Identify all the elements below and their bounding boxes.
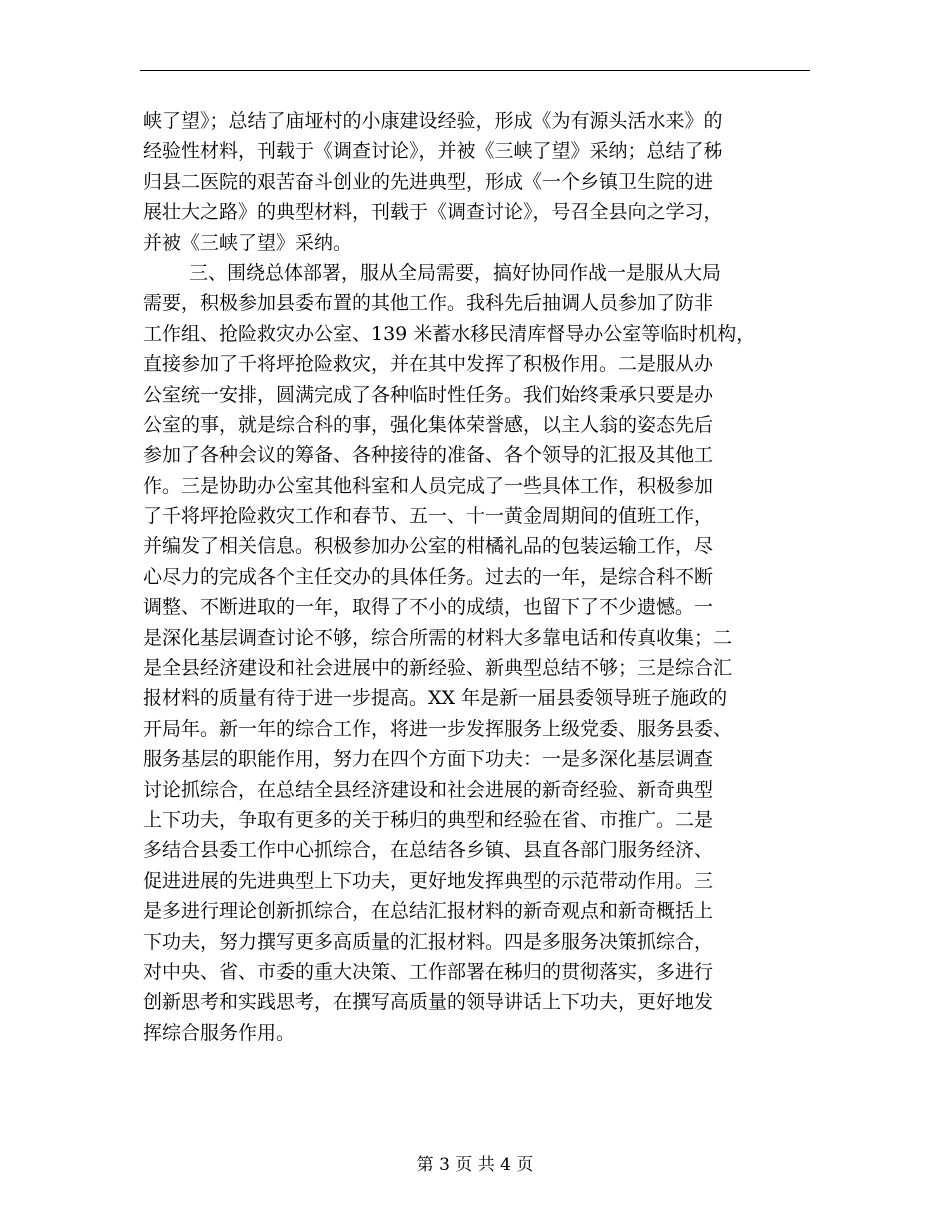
text-line: 报材料的质量有待于进一步提高。XX 年是新一届县委领导班子施政的 [143, 687, 728, 710]
text-line: 讨论抓综合，在总结全县经济建设和社会进展的新奇经验、新奇典型 [143, 778, 714, 801]
text-line: 是全县经济建设和社会进展中的新经验、新典型总结不够；三是综合汇 [143, 657, 733, 680]
text-line: 公室的事，就是综合科的事，强化集体荣誉感，以主人翁的姿态先后 [143, 413, 714, 436]
text-line: 作。三是协助办公室其他科室和人员完成了一些具体工作，积极参加 [143, 474, 714, 497]
text-line: 并被《三峡了望》采纳。 [143, 231, 353, 254]
text-line: 是多进行理论创新抓综合，在总结汇报材料的新奇观点和新奇概括上 [143, 900, 714, 923]
text-line: 促进进展的先进典型上下功夫，更好地发挥典型的示范带动作用。三 [143, 869, 714, 892]
text-line: 了千将坪抢险救灾工作和春节、五一、十一黄金周期间的值班工作， [143, 505, 714, 528]
text-line: 并编发了相关信息。积极参加办公室的柑橘礼品的包装运输工作，尽 [143, 535, 714, 558]
text-line: 上下功夫，争取有更多的关于秭归的典型和经验在省、市推广。二是 [143, 808, 714, 831]
document-body [143, 106, 807, 1048]
text-line: 需要，积极参加县委布置的其他工作。我科先后抽调人员参加了防非 [143, 292, 714, 315]
text-line: 多结合县委工作中心抓综合，在总结各乡镇、县直各部门服务经济、 [143, 839, 714, 862]
text-line: 峡了望》；总结了庙垭村的小康建设经验，形成《为有源头活水来》的 [143, 110, 723, 132]
text-line: 心尽力的完成各个主任交办的具体任务。过去的一年，是综合科不断 [143, 565, 714, 588]
page-number-footer: 第 3 页 共 4 页 [416, 1155, 534, 1175]
text-line: 工作组、抢险救灾办公室、139 米蓄水移民清库督导办公室等临时机构， [143, 322, 756, 345]
text-line: 是深化基层调查讨论不够，综合所需的材料大多靠电话和传真收集；二 [143, 626, 733, 649]
text-line: 经验性材料，刊载于《调查讨论》，并被《三峡了望》采纳；总结了秭 [143, 140, 723, 163]
text-line: 创新思考和实践思考，在撰写高质量的领导讲话上下功夫，更好地发 [143, 991, 714, 1014]
text-line: 公室统一安排，圆满完成了各种临时性任务。我们始终秉承只要是办 [143, 383, 714, 406]
text-line: 调整、不断进取的一年，取得了不小的成绩，也留下了不少遗憾。一 [143, 596, 714, 619]
paragraph-start-line: 三、围绕总体部署，服从全局需要，搞好协同作战一是服从大局 [189, 261, 722, 284]
text-line: 直接参加了千将坪抢险救灾，并在其中发挥了积极作用。二是服从办 [143, 353, 714, 376]
text-line: 开局年。新一年的综合工作，将进一步发挥服务上级党委、服务县委、 [143, 717, 733, 740]
text-line: 对中央、省、市委的重大决策、工作部署在秭归的贯彻落实，多进行 [143, 960, 714, 983]
text-line: 挥综合服务作用。 [143, 1021, 296, 1044]
text-line: 服务基层的职能作用，努力在四个方面下功夫：一是多深化基层调查 [143, 748, 714, 771]
text-line: 参加了各种会议的筹备、各种接待的准备、各个领导的汇报及其他工 [143, 444, 714, 467]
header-rule [140, 70, 810, 71]
text-line: 归县二医院的艰苦奋斗创业的先进典型，形成《一个乡镇卫生院的进 [143, 170, 714, 193]
text-line: 展壮大之路》的典型材料，刊载于《调查讨论》，号召全县向之学习， [143, 201, 723, 224]
text-line: 下功夫，努力撰写更多高质量的汇报材料。四是多服务决策抓综合， [143, 930, 714, 953]
